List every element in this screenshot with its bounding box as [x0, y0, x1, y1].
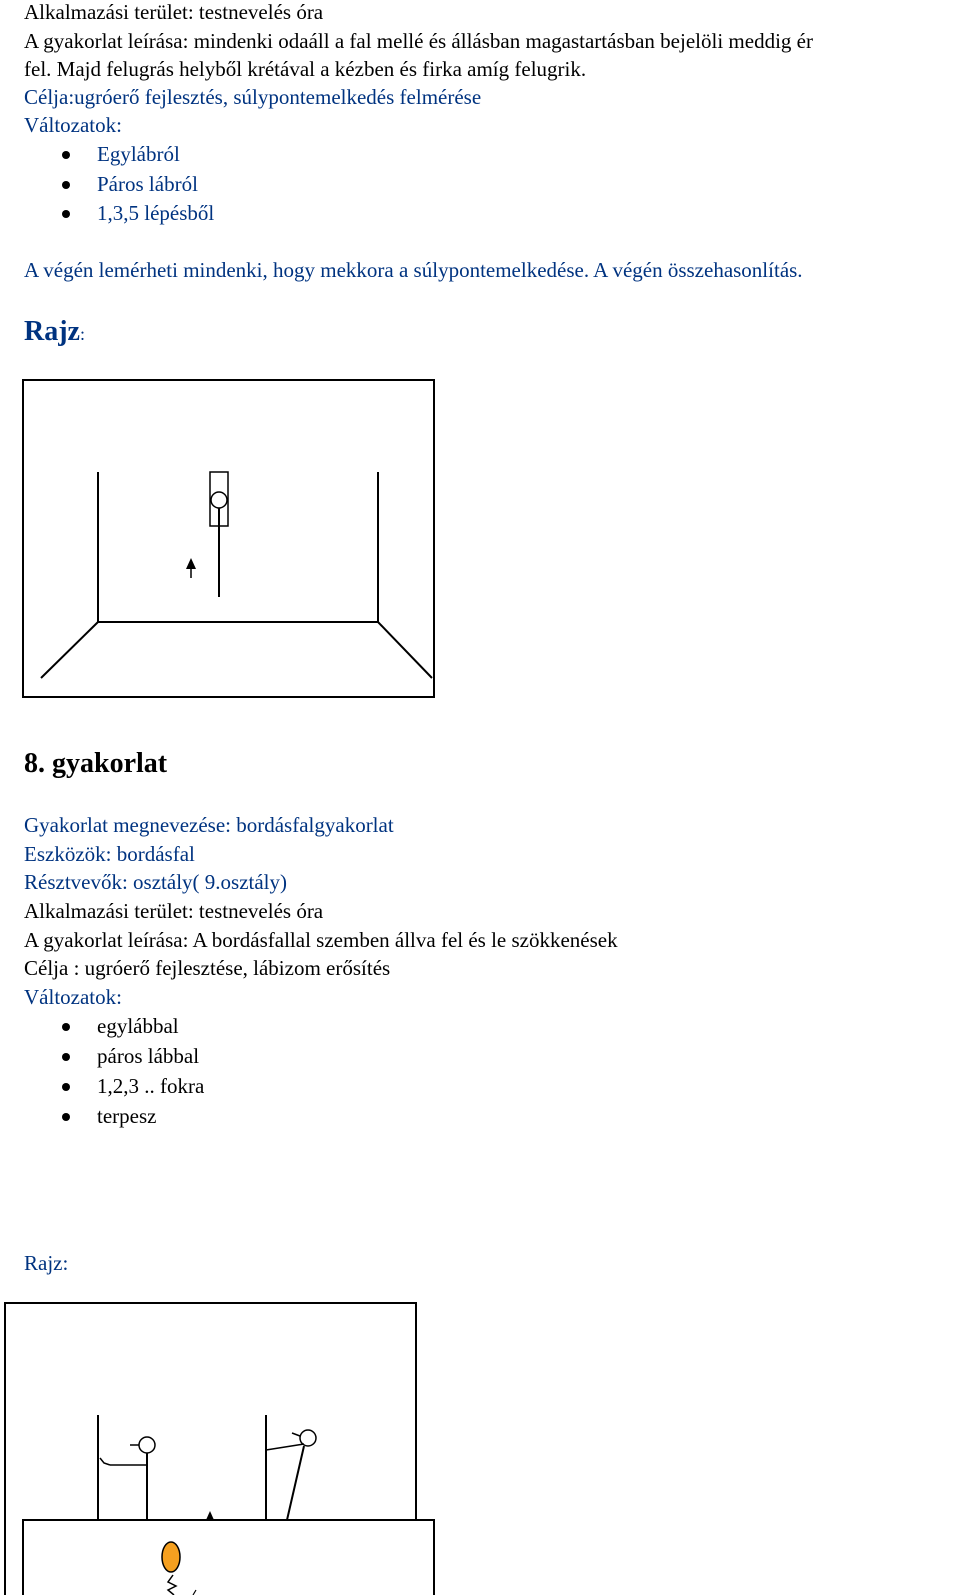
figure-hand — [100, 1458, 110, 1465]
motion-tick — [193, 1590, 196, 1595]
raised-arms — [210, 472, 228, 526]
variants-label: Változatok: — [24, 113, 122, 137]
figure-body — [287, 1446, 304, 1520]
orange-figure-head — [162, 1542, 180, 1572]
bullet-icon — [62, 1083, 70, 1091]
bullet-icon — [62, 210, 70, 218]
exercise-participants: Résztvevők: osztály( 9.osztály) — [24, 870, 288, 894]
drawing-label: Rajz: — [24, 316, 85, 347]
exercise-tools: Eszközök: bordásfal — [24, 842, 195, 866]
bullet-icon — [62, 1023, 70, 1031]
bullet-icon — [62, 1113, 70, 1121]
figure-arm — [292, 1433, 300, 1436]
exercise-goal: Célja:ugróerő fejlesztés, súlypontemelkedés felmérése — [24, 85, 482, 109]
lower-drawing-frame — [23, 1520, 434, 1595]
drawing-frame — [23, 380, 434, 697]
zigzag-motion — [168, 1575, 176, 1595]
figure-head — [139, 1437, 155, 1453]
bullet-icon — [62, 151, 70, 159]
up-arrow-icon — [206, 1511, 214, 1520]
exercise-description-line1: A gyakorlat leírása: mindenki odaáll a fal mellé és állásban magastartásban bejelöli meddig ér — [24, 29, 813, 53]
exercise-description-line2: fel. Majd felugrás helyből krétával a kézben és firka amíg felugrik. — [24, 57, 587, 81]
variants-label: Változatok: — [24, 985, 122, 1009]
floor-right-perspective — [378, 622, 432, 678]
bullet-icon — [62, 1053, 70, 1061]
figure-arm-to-bars — [266, 1444, 304, 1450]
bullet-icon — [62, 181, 70, 189]
end-text: A végén lemérheti mindenki, hogy mekkora a súlypontemelkedése. A végén összehasonlítás. — [24, 258, 803, 282]
exercise-name: Gyakorlat megnevezése: bordásfalgyakorlat — [24, 813, 394, 837]
figure-head — [211, 492, 227, 508]
drawing-label: Rajz: — [24, 1251, 69, 1275]
exercise-goal: Célja : ugróerő fejlesztése, lábizom erősítés — [24, 956, 391, 980]
figure-head — [300, 1430, 316, 1446]
up-arrow-icon — [186, 558, 196, 569]
application-area: Alkalmazási terület: testnevelés óra — [24, 0, 324, 24]
application-area: Alkalmazási terület: testnevelés óra — [24, 899, 324, 923]
section-heading: 8. gyakorlat — [24, 748, 168, 779]
exercise-description: A gyakorlat leírása: A bordásfallal szemben állva fel és le szökkenések — [24, 928, 618, 952]
floor-left-perspective — [41, 622, 98, 678]
drawing-frame — [5, 1303, 416, 1595]
